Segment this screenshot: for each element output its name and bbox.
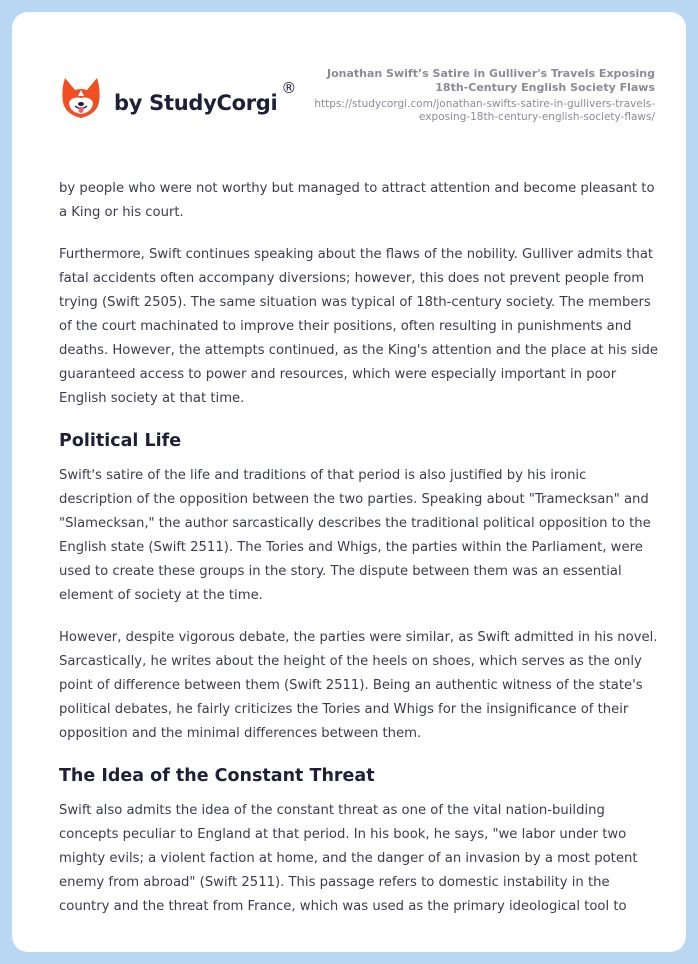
document-title: Jonathan Swift’s Satire in Gulliver's Travels Exposing 18th-Century English Society Flaws	[326, 67, 655, 94]
article-body	[59, 177, 659, 937]
paragraph: However, despite vigorous debate, the parties were similar, as Swift admitted in his novel. Sarcastically, he writes about the height of the heels on shoes, which serves as the only point of difference between them (Swift 2511). Being an authentic witness of the state's political debates, he fairly criticizes the Tories and Whigs for the insignificance of their opposition and the minimal differences between them.	[59, 630, 658, 741]
section-heading: Political Life	[59, 431, 182, 451]
paragraph: Furthermore, Swift continues speaking about the flaws of the nobility. Gulliver admits that fatal accidents often accompany diversions; however, this does not prevent people from trying (Swift 2505). The same situation was typical of 18th-century society. The members of the court machinated to improve their positions, often resulting in punishments and deaths. However, the attempts continued, as the King's attention and the place at his side guaranteed access to power and resources, which were especially important in poor English society at that time.	[59, 247, 658, 406]
document-header	[12, 12, 686, 162]
section-heading: The Idea of the Constant Threat	[59, 766, 375, 786]
document-card	[12, 12, 686, 952]
corgi-icon	[61, 76, 101, 120]
logo-text: by StudyCorgi	[114, 91, 278, 115]
document-meta	[295, 67, 655, 124]
document-url[interactable]: https://studycorgi.com/jonathan-swifts-satire-in-gullivers-travels-exposing-18th-century-english-society-flaws/	[314, 98, 655, 123]
studycorgi-logo[interactable]	[61, 76, 296, 120]
paragraph: Swift also admits the idea of the constant threat as one of the vital nation-building concepts peculiar to England at that period. In his book, he says, "we labor under two mighty evils; a violent faction at home, and the danger of an invasion by a most potent enemy from abroad" (Swift 2511). This passage refers to domestic instability in the country and the threat from France, which was used as the primary ideological tool to	[59, 803, 638, 914]
paragraph: by people who were not worthy but managed to attract attention and become pleasant to a King or his court.	[59, 181, 655, 220]
registered-mark: ®	[281, 79, 297, 97]
paragraph: Swift's satire of the life and traditions of that period is also justified by his ironic description of the opposition between the two parties. Speaking about "Tramecksan" and "Slamecksan," the author sarcastically describes the traditional political opposition to the English state (Swift 2511). The Tories and Whigs, the parties within the Parliament, were used to create these groups in the story. The dispute between them was an essential element of society at the time.	[59, 468, 651, 603]
